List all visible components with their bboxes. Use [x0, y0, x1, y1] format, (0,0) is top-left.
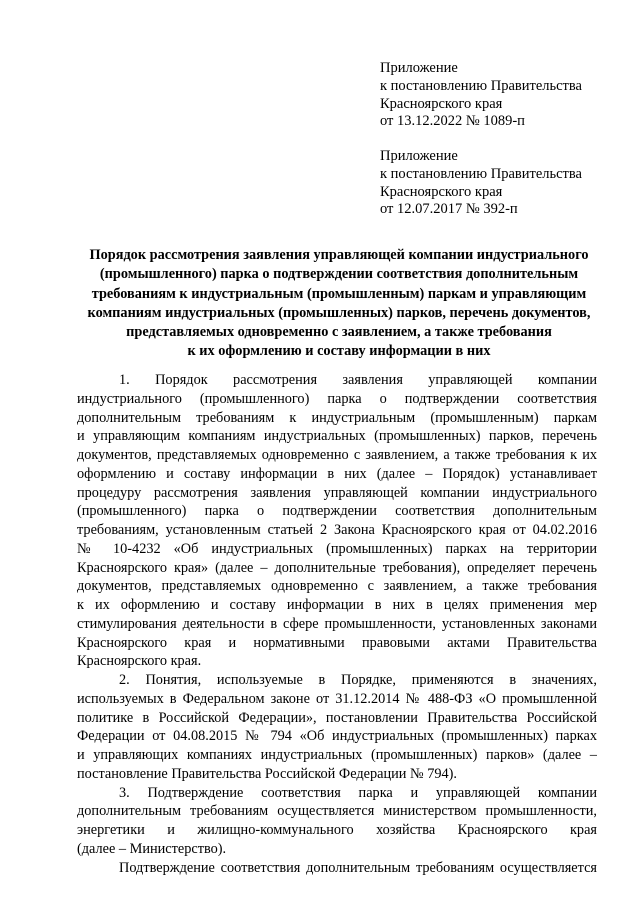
body-line: и управляющих компаниях индустриальных (промышленных) парков» (далее – — [77, 747, 597, 763]
paragraph-2 — [77, 671, 597, 784]
title-line: к их оформлению и составу информации в них — [187, 343, 491, 360]
body-line: (промышленного) парка о подтверждении соответствия дополнительным — [77, 503, 597, 520]
body-line: индустриального (промышленного) парка о подтверждении соответствия — [77, 390, 597, 407]
body-line: требованиям, установленным статьей 2 Закона Красноярского края от 04.02.2016 — [77, 522, 597, 538]
body-line: Подтверждение соответствия дополнительным требованиям осуществляется — [119, 859, 597, 876]
appendix-label: Приложение — [380, 60, 458, 76]
paragraph-3 — [77, 784, 597, 859]
title-line: компаниям индустриальных (промышленных) парков, перечень документов, — [87, 304, 591, 321]
body-line: Красноярского края. — [77, 653, 202, 670]
body-line: и управляющим компаниям индустриальных (промышленных) парков, перечень — [77, 428, 597, 445]
body-line: к их оформлению и составу информации в них в целях применения мер — [77, 597, 597, 613]
document-title — [74, 246, 604, 362]
body-line: дополнительным требованиям осуществляется министерством промышленности, — [77, 803, 597, 820]
appendix-header-2017 — [380, 148, 620, 219]
appendix-region: Красноярского края — [380, 95, 503, 112]
body-line: стимулирования деятельности в сфере промышленности, установленных законами — [77, 615, 597, 632]
appendix-decree-ref: к постановлению Правительства — [380, 77, 582, 94]
body-line: 3. Подтверждение соответствия парка и управляющей компании — [119, 784, 597, 801]
body-line: процедуру рассмотрения заявления управляющей компании индустриального — [77, 484, 597, 501]
appendix-date-number: от 12.07.2017 № 392-п — [380, 201, 518, 218]
body-line: документов, представляемых одновременно с заявлением, а также требования к их — [77, 447, 597, 463]
body-line: документов, представляемых одновременно с заявлением, а также требования — [77, 578, 597, 595]
title-line: Порядок рассмотрения заявления управляющей компании индустриального — [89, 247, 589, 263]
paragraph-1 — [77, 371, 597, 671]
title-line: требованиям к индустриальным (промышленным) паркам и управляющим — [91, 285, 587, 302]
document-body — [77, 371, 597, 877]
body-line: 2. Понятия, используемые в Порядке, применяются в значениях, — [119, 672, 597, 688]
body-line: энергетики и жилищно-коммунального хозяйства Красноярского края — [77, 822, 597, 838]
appendix-header-2022 — [380, 60, 620, 131]
body-line: Красноярского края и нормативными правовыми актами Правительства — [77, 634, 597, 651]
body-line: Красноярского края» (далее – дополнительные требования), определяет перечень — [77, 559, 597, 576]
appendix-label: Приложение — [380, 148, 458, 164]
paragraph-4 — [77, 859, 597, 878]
body-line: постановление Правительства Российской Федерации № 794). — [77, 765, 457, 782]
body-line: оформлению и составу информации в них (далее – Порядок) устанавливает — [77, 465, 597, 482]
body-line: политике в Российской Федерации», постановлении Правительства Российской — [77, 709, 597, 726]
title-line: (промышленного) парка о подтверждении соответствия дополнительным — [99, 266, 579, 283]
title-line: представляемых одновременно с заявлением, а также требования — [126, 324, 552, 341]
appendix-date-number: от 13.12.2022 № 1089-п — [380, 113, 525, 130]
body-line: Федерации от 04.08.2015 № 794 «Об индустриальных (промышленных) парках — [77, 728, 597, 745]
appendix-decree-ref: к постановлению Правительства — [380, 165, 582, 182]
body-line: 1. Порядок рассмотрения заявления управляющей компании — [119, 372, 597, 388]
body-line: № 10-4232 «Об индустриальных (промышленных) парках на территории — [77, 540, 597, 557]
appendix-region: Красноярского края — [380, 183, 503, 200]
body-line: (далее – Министерство). — [77, 840, 227, 857]
body-line: используемых в Федеральном законе от 31.12.2014 № 488-ФЗ «О промышленной — [77, 690, 597, 707]
body-line: дополнительным требованиям к индустриальным (промышленным) паркам — [77, 409, 597, 426]
